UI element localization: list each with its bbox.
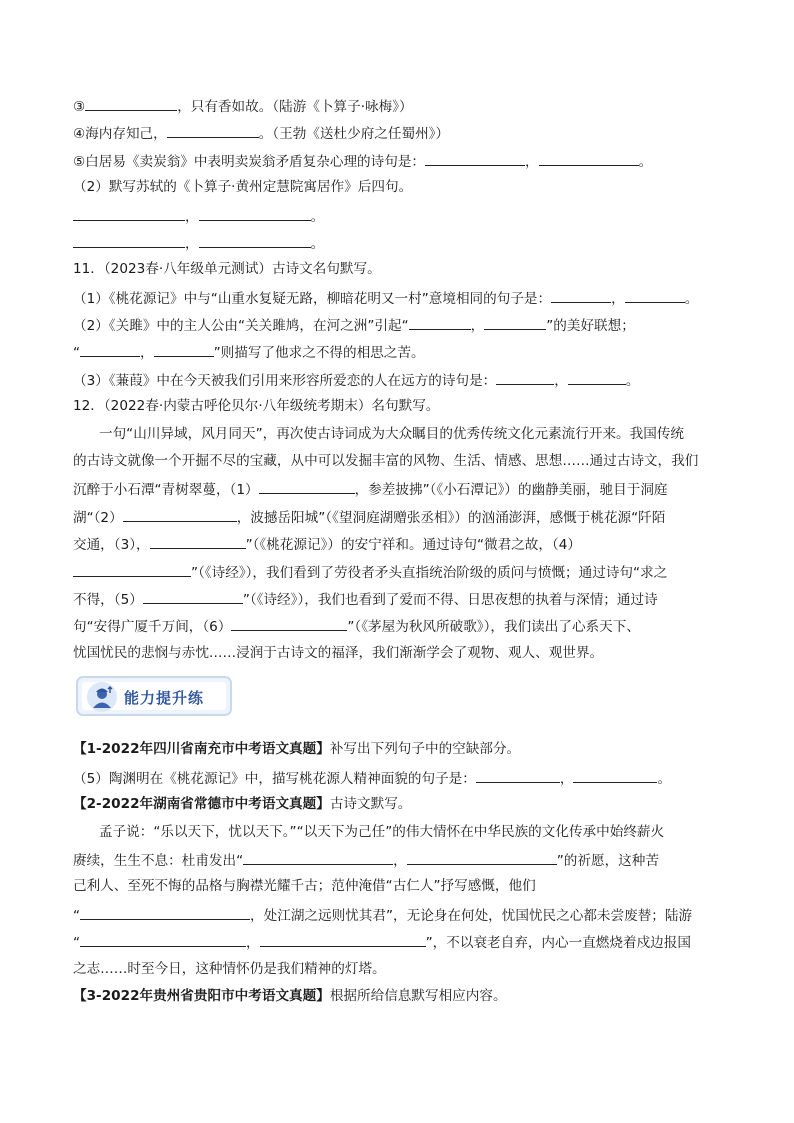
engineer-icon [86, 681, 118, 713]
q11-part3: （3）《蒹葭》中在今天被我们引用来形容所爱恋的人在远方的诗句是： ， 。 [73, 369, 733, 391]
item-5-line: ⑤白居易《卖炭翁》中表明卖炭翁矛盾复杂心理的诗句是： ， 。 [73, 150, 733, 172]
answer-blank[interactable] [484, 314, 546, 330]
answer-blank[interactable] [150, 533, 246, 549]
answer-blank[interactable] [425, 150, 525, 166]
item-4-line: ④海内存知己， 。（王勃《送杜少府之任蜀州》） [73, 122, 733, 144]
q12-line-4: 湖“（2） ，波撼岳阳城”（《望洞庭湖赠张丞相》）的汹涌澎湃，感慨于桃花源“阡陌 [73, 506, 733, 528]
answer-blank[interactable] [80, 904, 250, 920]
q11-part2-cont: “ ， ”则描写了他求之不得的相思之苦。 [73, 341, 733, 363]
q12-line-9: 忧国忧民的悲悯与赤忱……浸润于古诗文的福泽，我们渐渐学会了观物、观人、观世界。 [73, 645, 604, 661]
p2-line-1: 孟子说：“乐以天下，忧以天下。”“以天下为己任”的伟大情怀在中华民族的文化传承中始终薪火 [99, 824, 665, 840]
q12-line-2: 的古诗文就像一个开掘不尽的宝藏，从中可以发掘丰富的风物、生活、情感、思想……通过古诗文，我们 [73, 453, 699, 469]
answer-blank[interactable] [123, 506, 237, 522]
p2-line-4: “ ，处江湖之远则忧其君”，无论身在何处，忧国忧民之心都未尝废替；陆游 [73, 904, 733, 926]
q12-line-7: 不得，（5） ”（《诗经》），我们也看到了爱而不得、日思夜想的执着与深情；通过诗 [73, 588, 733, 610]
p2-line-6: 之志……时至今日，这种情怀仍是我们精神的灯塔。 [73, 961, 386, 977]
answer-blank[interactable] [167, 122, 259, 138]
badge-label: 能力提升练 [124, 689, 205, 707]
answer-blank[interactable] [551, 287, 611, 303]
answer-blank[interactable] [409, 314, 471, 330]
blank-line-2: ， 。 [73, 232, 733, 254]
q11-part1: （1）《桃花源记》中与“山重水复疑无路，柳暗花明又一村”意境相同的句子是： ， 。 [73, 287, 733, 309]
p2-header: 【2-2022年湖南省常德市中考语文真题】古诗文默写。 [73, 796, 412, 812]
answer-blank[interactable] [73, 232, 185, 248]
q12-line-6: ”（《诗经》），我们看到了劳役者矛头直指统治阶级的质问与愤慨；通过诗句“求之 [73, 561, 733, 583]
q12-line-1: 一句“山川异域，风月同天”，再次使古诗词成为大众瞩目的优秀传统文化元素流行开来。我国传统 [99, 426, 685, 442]
answer-blank[interactable] [80, 341, 140, 357]
p1-question: （5）陶渊明在《桃花源记》中，描写桃花源人精神面貌的句子是： ， 。 [73, 767, 733, 789]
answer-blank[interactable] [260, 931, 426, 947]
answer-blank[interactable] [73, 205, 185, 221]
answer-blank[interactable] [199, 232, 311, 248]
q12-line-5: 交通，（3）， ”（《桃花源记》）的安宁祥和。通过诗句“微君之故，（4） [73, 533, 733, 555]
q12-line-3: 沉醉于小石潭“青树翠蔓，（1） ，参差披拂”（《小石潭记》）的幽静美丽，驰目于洞庭 [73, 478, 733, 500]
p2-line-2: 赓续，生生不息：杜甫发出“ ， ”的祈愿，这种苦 [73, 849, 733, 871]
answer-blank[interactable] [231, 615, 347, 631]
answer-blank[interactable] [407, 849, 557, 865]
answer-blank[interactable] [476, 767, 560, 783]
ability-section-badge [76, 676, 232, 716]
answer-blank[interactable] [568, 369, 626, 385]
answer-blank[interactable] [80, 931, 246, 947]
item-2-heading: （2）默写苏轼的《卜算子·黄州定慧院寓居作》后四句。 [73, 179, 413, 195]
p3-header: 【3-2022年贵州省贵阳市中考语文真题】根据所给信息默写相应内容。 [73, 988, 507, 1004]
answer-blank[interactable] [154, 341, 214, 357]
answer-blank[interactable] [243, 849, 393, 865]
p2-line-3: 己利人、至死不悔的品格与胸襟光耀千古；范仲淹借“古仁人”抒写感慨，他们 [73, 878, 536, 894]
answer-blank[interactable] [625, 287, 685, 303]
q12-line-8: 句“安得广厦千万间，（6） ”（《茅屋为秋风所破歌》），我们读出了心系天下、 [73, 615, 733, 637]
q12-header: 12．（2022春·内蒙古呼伦贝尔·八年级统考期末）名句默写。 [73, 398, 440, 414]
answer-blank[interactable] [73, 561, 191, 577]
item-3-line: ③ ，只有香如故。（陆游《卜算子·咏梅》） [73, 95, 733, 117]
answer-blank[interactable] [496, 369, 554, 385]
blank-line-1: ， 。 [73, 205, 733, 227]
q11-part2: （2）《关雎》中的主人公由“关关雎鸠，在河之洲”引起“ ， ”的美好联想； [73, 314, 733, 336]
answer-blank[interactable] [259, 478, 355, 494]
p1-header: 【1-2022年四川省南充市中考语文真题】补写出下列句子中的空缺部分。 [73, 741, 521, 757]
q11-header: 11．（2023春·八年级单元测试）古诗文名句默写。 [73, 261, 381, 277]
answer-blank[interactable] [85, 95, 177, 111]
answer-blank[interactable] [573, 767, 657, 783]
answer-blank[interactable] [199, 205, 311, 221]
p2-line-5: “ ， ”，不以衰老自弃，内心一直燃烧着戍边报国 [73, 931, 733, 953]
answer-blank[interactable] [539, 150, 639, 166]
answer-blank[interactable] [143, 588, 243, 604]
